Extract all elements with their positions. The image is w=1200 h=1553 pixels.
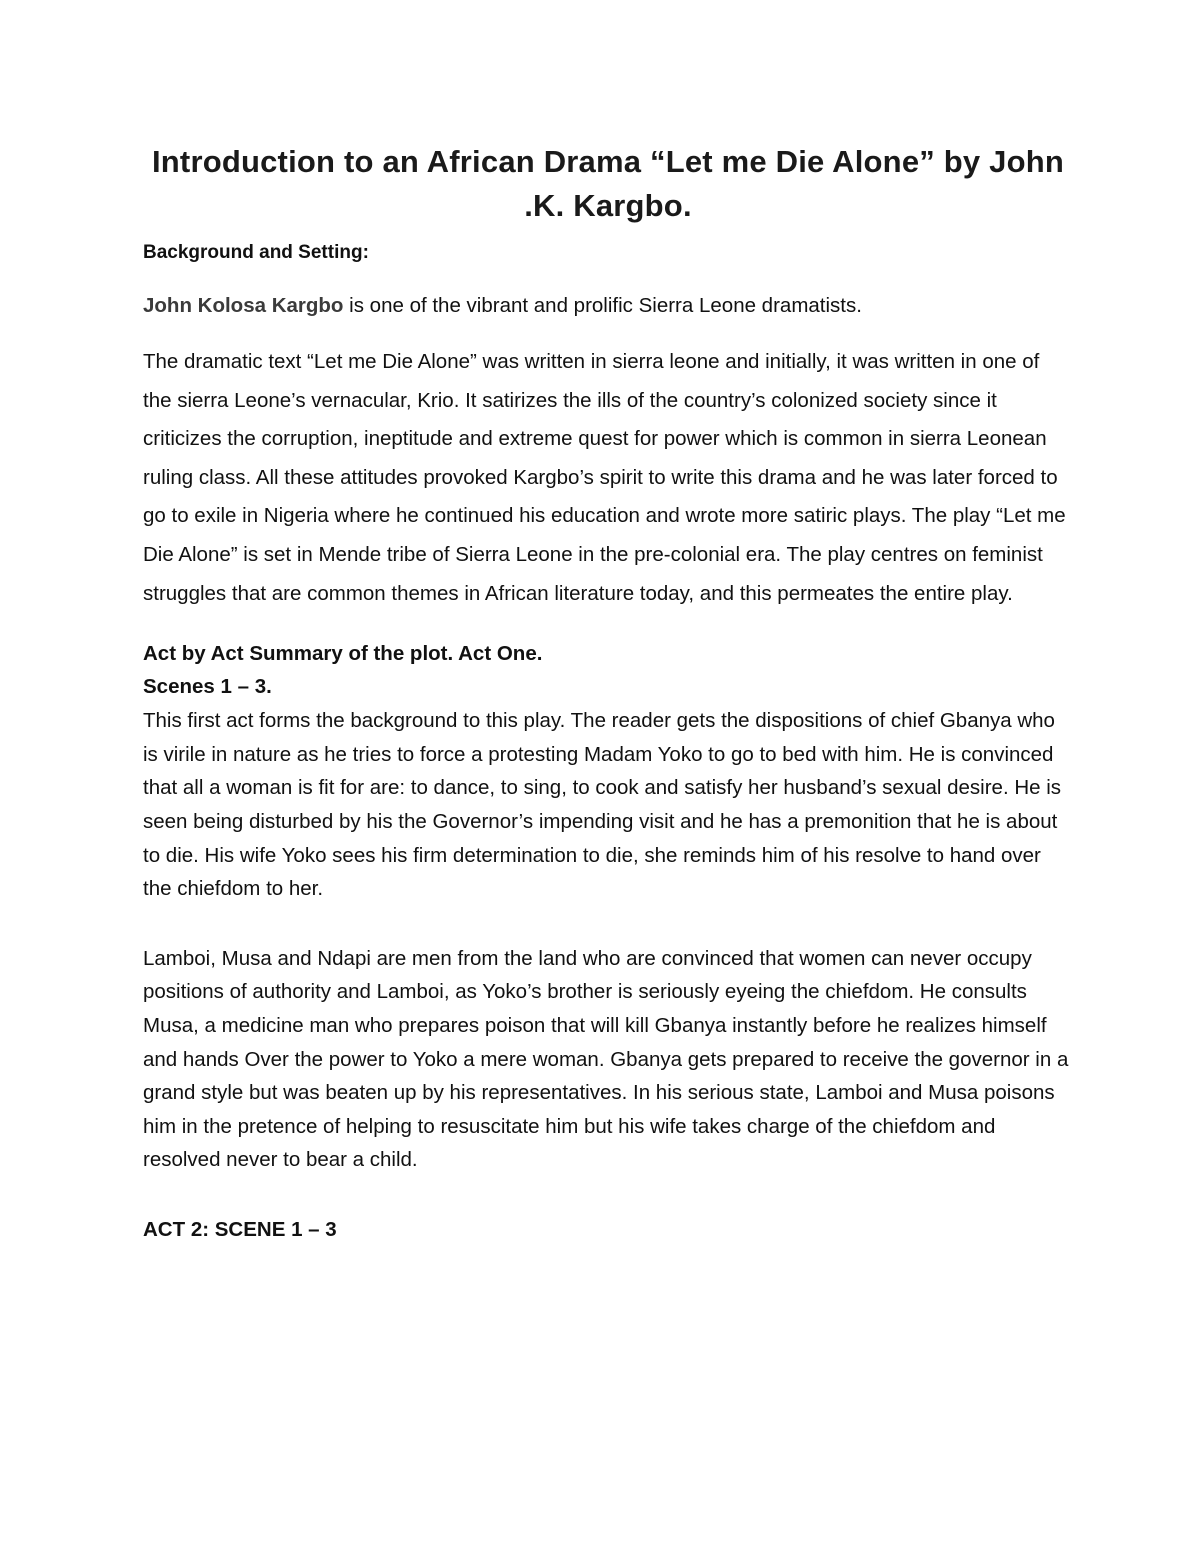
author-name: John Kolosa Kargbo: [143, 294, 344, 317]
context-paragraph: The dramatic text “Let me Die Alone” was written in sierra leone and initially, it was written in one of the sierra Leone’s vernacular, Krio. It satirizes the ills of the country’s colonized society since it criticizes the corruption, ineptitude and extreme quest for power which is common in sierra Leonean ruling class. All these attitudes provoked Kargbo’s spirit to write this drama and he was later forced to go to exile in Nigeria where he continued his education and wrote more satiric plays. The play “Let me Die Alone” is set in Mende tribe of Sierra Leone in the pre-colonial era. The play centres on feminist struggles that are common themes in African literature today, and this permeates the entire play.: [143, 350, 1066, 605]
background-heading: Background and Setting:: [143, 242, 369, 263]
act1-paragraph: This first act forms the background to this play. The reader gets the dispositions of chief Gbanya who is virile in nature as he tries to force a protesting Madam Yoko to go to bed with him. He is convinced that all a woman is fit for are: to dance, to sing, to cook and satisfy her husband’s sexual desire. He is seen being disturbed by his the Governor’s impending visit and he has a premonition that he is about to die. His wife Yoko sees his firm determination to die, she reminds him of his resolve to hand over the chiefdom to her.: [143, 709, 1062, 901]
intro-paragraph: [143, 292, 1073, 319]
document-page: [143, 140, 1073, 1247]
plot-summary-heading: Act by Act Summary of the plot. Act One.: [143, 642, 543, 666]
document-title: Introduction to an African Drama “Let me Die Alone” by John .K. Kargbo.: [151, 144, 1065, 223]
scenes-heading: Scenes 1 – 3.: [143, 675, 272, 699]
act2-heading: ACT 2: SCENE 1 – 3: [143, 1217, 337, 1241]
lamboi-paragraph: Lamboi, Musa and Ndapi are men from the land who are convinced that women can never occupy positions of authority and Lamboi, as Yoko’s brother is seriously eyeing the chiefdom. He consults Musa, a medicine man who prepares poison that will kill Gbanya instantly before he realizes himself and hands Over the power to Yoko a mere woman. Gbanya gets prepared to receive the governor in a grand style but was beaten up by his representatives. In his serious state, Lamboi and Musa poisons him in the pretence of helping to resuscitate him but his wife takes charge of the chiefdom and resolved never to bear a child.: [143, 946, 1069, 1172]
intro-text: is one of the vibrant and prolific Sierra Leone dramatists.: [343, 294, 862, 317]
